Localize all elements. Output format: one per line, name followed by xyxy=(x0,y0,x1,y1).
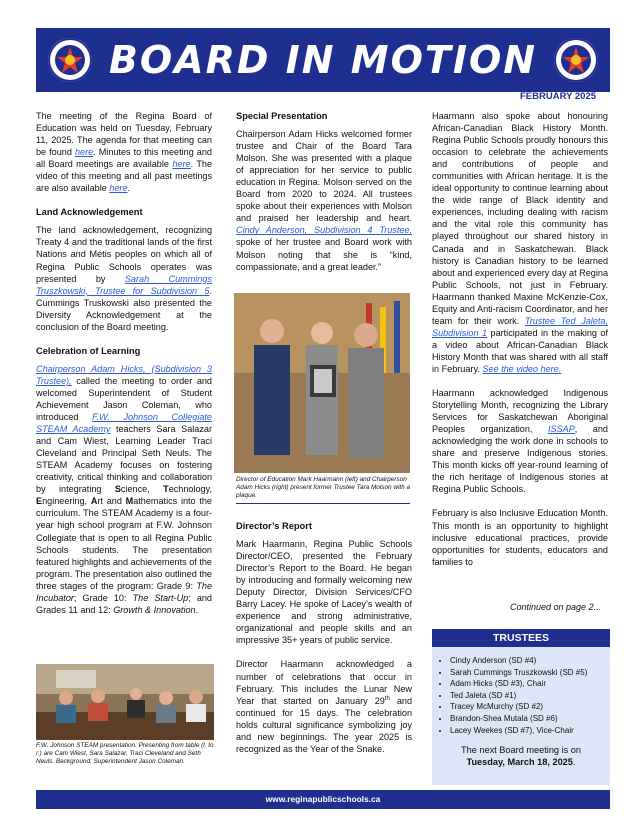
school-logo-icon xyxy=(48,38,92,82)
video-link[interactable]: here xyxy=(109,183,128,194)
issue-date: FEBRUARY 2025 xyxy=(520,91,597,102)
land-acknowledgement-heading: Land Acknowledgement xyxy=(36,207,143,218)
inclusive-education-text: February is also Inclusive Education Month. This month is an opportunity to highlight inclusive educational practices, provide opportunities for students, educators and families to xyxy=(432,508,608,567)
trustees-heading: TRUSTEES xyxy=(432,629,610,647)
continued-note: Continued on page 2... xyxy=(510,602,602,612)
steam-academy-link[interactable]: F.W. Johnson Collegiate STEAM Academy xyxy=(36,412,212,435)
newsletter-title: BOARD IN MOTION xyxy=(108,38,538,82)
celebration-heading: Celebration of Learning xyxy=(36,345,141,356)
celebration-text: Chairperson Adam Hicks, (Subdivision 3 Trustee), called the meeting to order and welcomed Superintendent of Student Achievement Jason Coleman, who introduced F.W. Johnson Collegiate STEAM Academy teachers Sara Salazar and Cam Wiest, Learning Leader Traci Cleveland and Principal Seth Neuls. The STEAM Academy focuses on fostering creativity, critical thinking and collaboration by integrating Science, Technology, Engineering, Art and Mathematics into the curriculum. The STEAM Academy is a four-year high school program at F.W. Johnson Collegiate that is open to all Regina Public Schools students. The presentation featured highlights and achievements of the program. The presentation also outlined the three stages of the program: Grade 9: The Incubator; Grade 10: The Start-Up; and Grades 11 and 12: Growth & Innovation. xyxy=(36,363,212,615)
trustee-item: • Sarah Cummings Truszkowski (SD #5) xyxy=(450,667,610,679)
black-history-month-text: Haarmann also spoke about honouring African-Canadian Black History Month. Regina Public Schools proudly honours this occasion to celebrate the achievements and contributions of people and communities with African heritage. It is the ideal opportunity to continue learning about the wide range of Black identity and experiences, including dealing with racism and the vital role this community has played throughout our shared history in Canada and in Saskatchewan. Black history is Canadian history to be learned about and experienced every day at Regina Public Schools, not just in February. Haarmann thanked Maxine McKenzie-Cox, Equity and Anti-racism Coordinator, and her team for their work. Trustee Ted Jaleta, Subdivision 1 participated in the making of a video about African-Canadian Black History Month that was shared with all staff in February. See the video here. xyxy=(432,111,609,374)
storytelling-month-text: Haarmann acknowledged Indigenous Storytelling Month, recognizing the Library Services for Saskatchewan Aboriginal Peoples organization, ISSAP, and acknowledging the work done in schools to share and preserve Indigenous stories. This month kicks off year-round learning of the rich heritage of Indigenous stories at Regina Public Schools. xyxy=(432,388,608,495)
trustee-jaleta-link[interactable]: Trustee Ted Jaleta, Subdivision 1 xyxy=(432,315,608,338)
trustees-box xyxy=(432,629,610,785)
black-history-video-link[interactable]: See the video here. xyxy=(482,363,562,374)
trustee-link[interactable]: Sarah Cummings Truszkowski, Trustee for Subdivision 5 xyxy=(36,273,212,296)
agenda-link[interactable]: here xyxy=(74,147,94,158)
directors-report-heading: Director’s Report xyxy=(236,521,312,531)
chair-link[interactable]: Chairperson Adam Hicks, (Subdivision 3 Trustee), xyxy=(36,363,212,386)
special-presentation-heading: Special Presentation xyxy=(236,111,328,121)
website-footer[interactable]: www.reginapublicschools.ca xyxy=(36,790,610,809)
plaque-photo-caption: Director of Education Mark Haarmann (left) and Chairperson Adam Hicks (right) present former Trustee Tara Molson with a plaque. xyxy=(236,476,411,500)
column-1 xyxy=(36,110,212,628)
masthead-banner xyxy=(36,28,610,92)
trustee-item: • Ted Jaleta (SD #1) xyxy=(450,690,610,702)
section-divider xyxy=(236,503,410,504)
special-presentation-text: Chairperson Adam Hicks welcomed former trustee and Chair of the Board Tara Molson. She was presented with a plaque of appreciation for her service to public education in Regina. Molson served on the Board from 2020 to 2024. All trustees spoke about their experiences with Molson and praised her leadership and heart. Cindy Anderson, Subdivision 4 Trustee, spoke of her trustee and Board work with Molson noting that she is “kind, compassionate, and a great leader.” xyxy=(236,129,412,272)
column-2 xyxy=(236,110,412,285)
steam-presentation-photo xyxy=(36,664,214,740)
next-meeting-note: The next Board meeting is on Tuesday, March 18, 2025. xyxy=(460,745,582,768)
trustees-list xyxy=(432,655,610,736)
steam-photo-caption: F.W. Johnson STEAM presentation. Presenting from table (l. to r.) are Cam Wiest, Sara Salazar, Traci Cleveland and Seth Neuls. Background: Superintendent Jason Coleman. xyxy=(36,742,214,766)
trustee-item: • Lacey Weekes (SD #7), Vice-Chair xyxy=(450,725,610,737)
trustee-anderson-link[interactable]: Cindy Anderson, Subdivision 4 Trustee, xyxy=(236,225,412,236)
directors-report xyxy=(236,520,412,767)
trustee-item: • Adam Hicks (SD #3), Chair xyxy=(450,678,610,690)
land-acknowledgement-text: The land acknowledgement, recognizing Treaty 4 and the traditional lands of the first Nations and Métis peoples on which all of Regina Public Schools operates was presented by Sarah Cummings Truszkowski, Trustee for Subdivision 5. Cummings Truskowski also presented the Diversity Acknowledgement at the conclusion of the Board meeting. xyxy=(36,225,212,332)
column-3 xyxy=(432,110,608,580)
trustee-item: • Cindy Anderson (SD #4) xyxy=(450,655,610,667)
school-logo-icon xyxy=(554,38,598,82)
trustee-item: • Brandon-Shea Mutala (SD #6) xyxy=(450,713,610,725)
issap-link[interactable]: ISSAP xyxy=(547,424,575,435)
trustee-item: • Tracey McMurchy (SD #2) xyxy=(450,701,610,713)
plaque-presentation-photo xyxy=(234,293,410,473)
minutes-link[interactable]: here xyxy=(172,159,191,170)
directors-report-text-1: Mark Haarmann, Regina Public Schools Director/CEO, presented the February Director’s Report to the Board. He began by introducing and formally welcoming new Deputy Director, Division Services/CFO Barry Lacey. He spoke of Lacey’s wealth of experience and strong administrative, organizational and people skills and an impressive 35+ years of public service. xyxy=(236,539,412,646)
meeting-intro: The meeting of the Regina Board of Education was held on Tuesday, February 11, 2025. The agenda for that meeting can be found here. Minutes to this meeting and all Board meetings are available here. The video of this meeting and all past meetings are also available here. xyxy=(36,111,213,194)
directors-report-text-2: Director Haarmann acknowledged a number of celebrations that occur in February. This includes the Lunar New Year that started on January 29th and continued for 15 days. The celebration holds cultural significance symbolizing joy and new beginnings. The year 2025 is recognized as the Year of the Snake. xyxy=(236,659,412,754)
